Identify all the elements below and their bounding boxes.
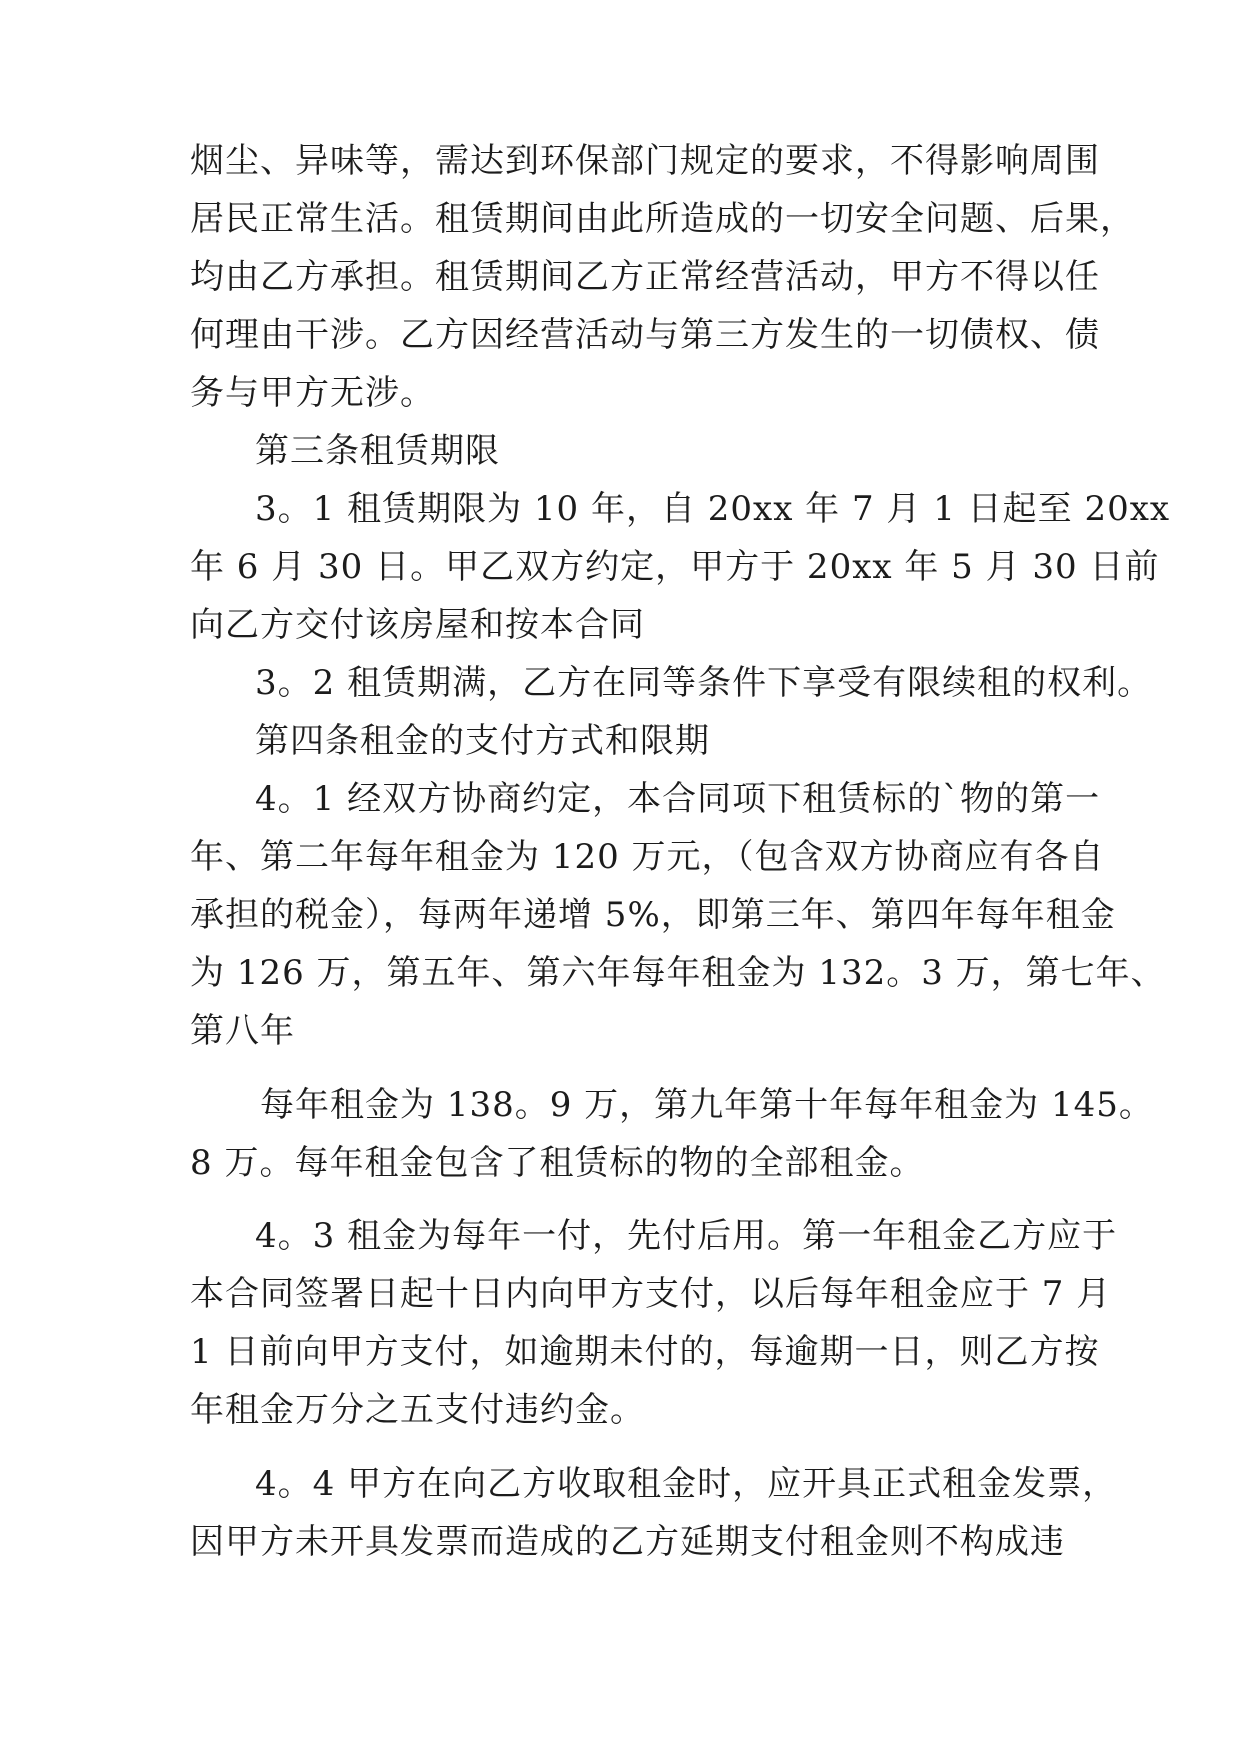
text-line: 4。1 经双方协商约定，本合同项下租赁标的`物的第一: [255, 779, 1101, 819]
text-line: 为 126 万，第五年、第六年每年租金为 132。3 万，第七年、: [190, 953, 1166, 993]
text-line: 3。1 租赁期限为 10 年，自 20xx 年 7 月 1 日起至 20xx: [255, 489, 1171, 529]
text-line: 8 万。每年租金包含了租赁标的物的全部租金。: [190, 1143, 925, 1183]
text-line: 承担的税金），每两年递增 5%，即第三年、第四年每年租金: [190, 895, 1116, 935]
section-heading: 第四条租金的支付方式和限期: [255, 721, 710, 761]
section-heading: 第三条租赁期限: [255, 431, 500, 471]
text-line: 年、第二年每年租金为 120 万元，（包含双方协商应有各自: [190, 837, 1105, 877]
text-line: 本合同签署日起十日内向甲方支付，以后每年租金应于 7 月: [190, 1274, 1112, 1314]
text-line: 3。2 租赁期满，乙方在同等条件下享受有限续租的权利。: [255, 663, 1153, 703]
text-line: 第八年: [190, 1011, 295, 1051]
text-line: 每年租金为 138。9 万，第九年第十年每年租金为 145。: [260, 1085, 1154, 1125]
text-line: 居民正常生活。租赁期间由此所造成的一切安全问题、后果，: [190, 199, 1135, 239]
text-line: 4。3 租金为每年一付，先付后用。第一年租金乙方应于: [255, 1216, 1118, 1256]
text-line: 向乙方交付该房屋和按本合同: [190, 605, 645, 645]
text-line: 4。4 甲方在向乙方收取租金时，应开具正式租金发票，: [255, 1464, 1118, 1504]
text-line: 均由乙方承担。租赁期间乙方正常经营活动，甲方不得以任: [190, 257, 1100, 297]
text-line: 因甲方未开具发票而造成的乙方延期支付租金则不构成违: [190, 1522, 1065, 1562]
text-line: 何理由干涉。乙方因经营活动与第三方发生的一切债权、债: [190, 315, 1100, 355]
text-line: 年 6 月 30 日。甲乙双方约定，甲方于 20xx 年 5 月 30 日前: [190, 547, 1160, 587]
text-line: 1 日前向甲方支付，如逾期未付的，每逾期一日，则乙方按: [190, 1332, 1100, 1372]
text-line: 烟尘、异味等，需达到环保部门规定的要求，不得影响周围: [190, 141, 1100, 181]
text-line: 务与甲方无涉。: [190, 373, 435, 413]
text-line: 年租金万分之五支付违约金。: [190, 1390, 645, 1430]
